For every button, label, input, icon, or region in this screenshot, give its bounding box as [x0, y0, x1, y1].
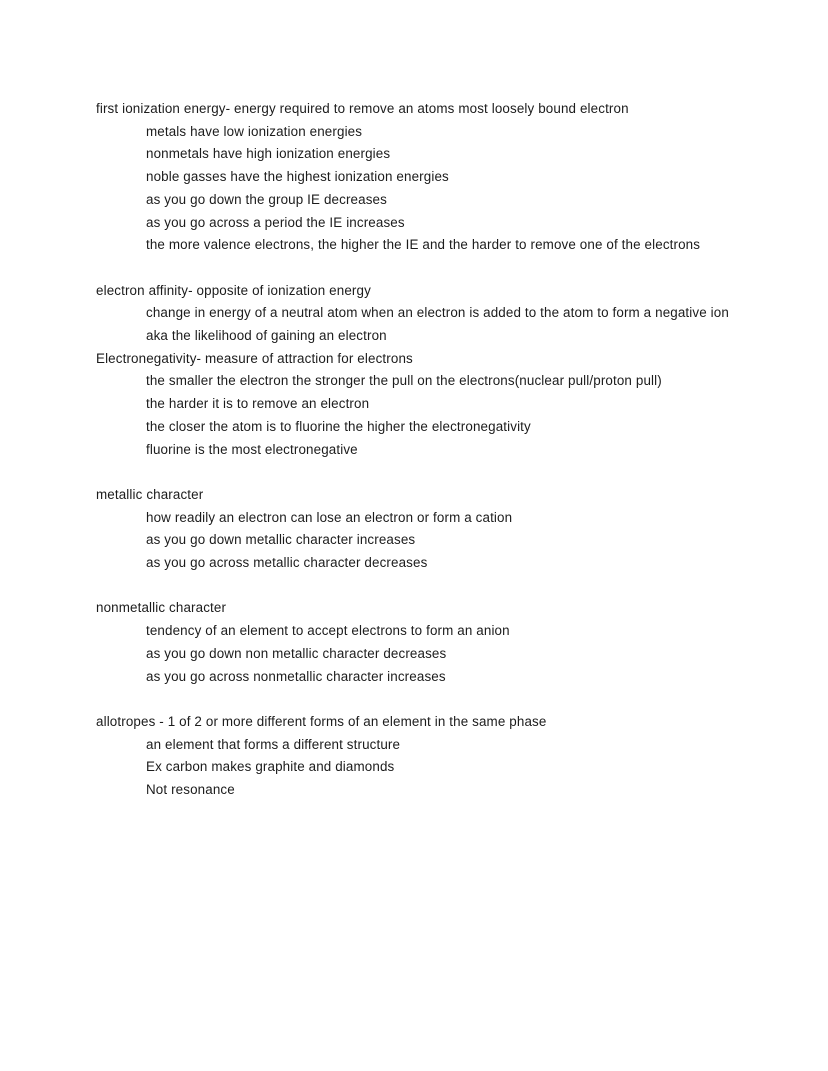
note-sub-line: change in energy of a neutral atom when an electron is added to the atom to form a negative ion	[146, 305, 729, 321]
note-term-line: metallic character	[96, 486, 204, 502]
note-section-nonmetallic-character	[96, 597, 756, 688]
note-sub-line: noble gasses have the highest ionization energies	[146, 169, 449, 185]
note-sub-line: an element that forms a different structure	[146, 736, 401, 752]
note-term-line: allotropes - 1 of 2 or more different forms of an element in the same phase	[96, 713, 547, 729]
note-sub-line: the harder it is to remove an electron	[146, 396, 370, 412]
note-sub-line: tendency of an element to accept electrons to form an anion	[146, 623, 510, 639]
note-sub-line: metals have low ionization energies	[146, 123, 363, 139]
note-sub-line: Ex carbon makes graphite and diamonds	[146, 759, 395, 775]
note-section-metallic-character	[96, 484, 756, 575]
note-sub-line: how readily an electron can lose an electron or form a cation	[146, 509, 513, 525]
note-term-line: nonmetallic character	[96, 600, 227, 616]
note-sub-line: as you go across nonmetallic character increases	[146, 668, 446, 684]
note-sub-line: the more valence electrons, the higher the IE and the harder to remove one of the electrons	[146, 237, 701, 253]
note-sub-line: as you go across metallic character decreases	[146, 555, 428, 571]
note-sub-line: as you go down metallic character increases	[146, 532, 416, 548]
notes-body	[96, 98, 756, 802]
note-sub-line: aka the likelihood of gaining an electron	[146, 328, 387, 344]
note-sub-line: the closer the atom is to fluorine the higher the electronegativity	[146, 418, 531, 434]
note-section-electron-affinity-and-electronegativity	[96, 280, 756, 462]
note-sub-line: as you go across a period the IE increases	[146, 214, 405, 230]
note-term-line: Electronegativity- measure of attraction for electrons	[96, 350, 413, 366]
note-sub-line: as you go down the group IE decreases	[146, 191, 387, 207]
note-sub-line: the smaller the electron the stronger the pull on the electrons(nuclear pull/proton pull)	[146, 373, 662, 389]
note-sub-line: fluorine is the most electronegative	[146, 441, 358, 457]
note-sub-line: Not resonance	[146, 782, 235, 798]
note-term-line: electron affinity- opposite of ionization energy	[96, 282, 371, 298]
note-sub-line: as you go down non metallic character decreases	[146, 645, 447, 661]
note-sub-line: nonmetals have high ionization energies	[146, 146, 391, 162]
note-term-line: first ionization energy- energy required to remove an atoms most loosely bound electron	[96, 101, 629, 116]
note-section-allotropes	[96, 711, 756, 802]
note-section-first-ionization-energy	[96, 98, 756, 257]
